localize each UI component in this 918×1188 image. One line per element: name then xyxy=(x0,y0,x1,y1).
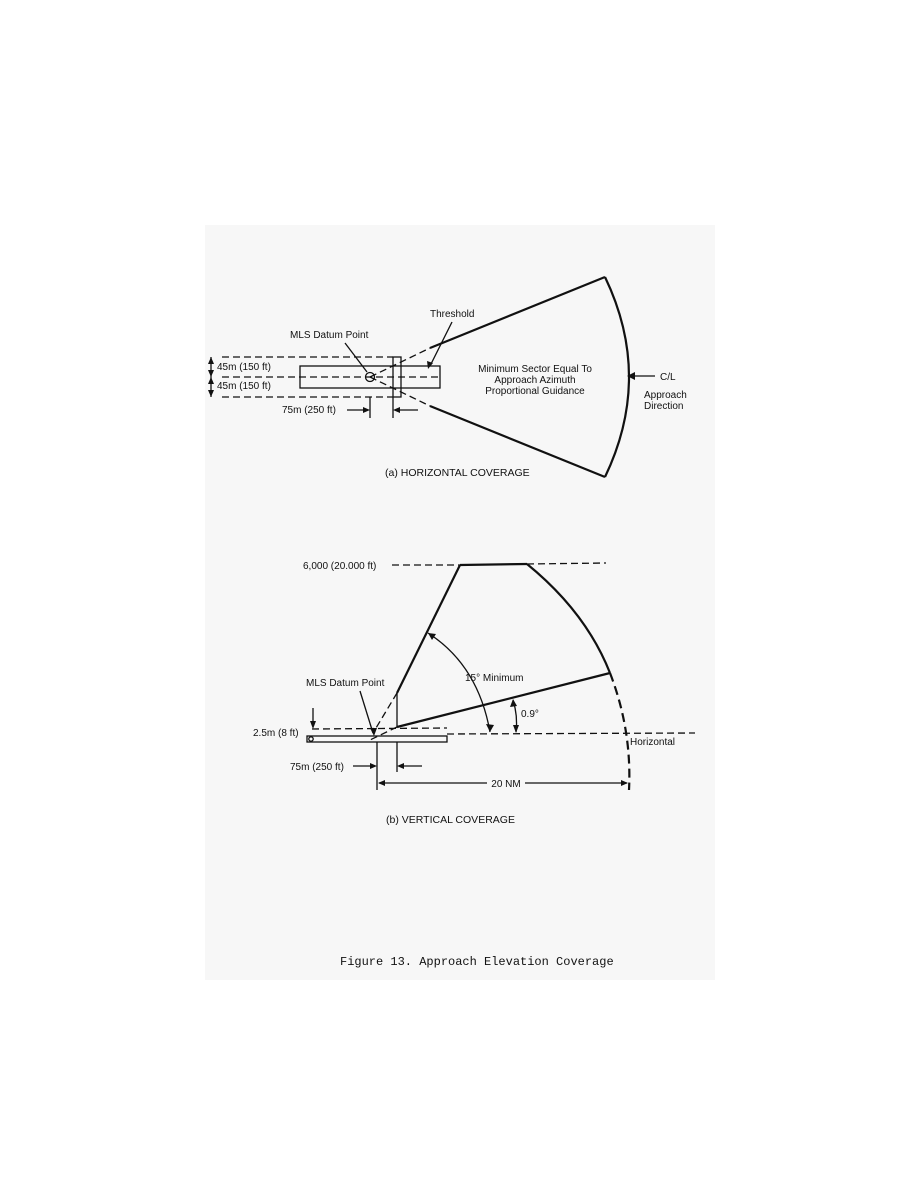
coverage-ceiling-edge xyxy=(460,564,527,565)
offset-label-vertical: 75m (250 ft) xyxy=(290,762,344,773)
min-angle-arrow-bottom xyxy=(486,724,494,732)
vertical-coverage-diagram xyxy=(253,561,695,826)
height-dashed-line xyxy=(312,728,447,729)
range-dim-arrow-right xyxy=(621,780,628,786)
width-dim-arrow-mid-down xyxy=(208,377,214,384)
cl-label: C/L xyxy=(660,372,676,383)
sector-description-line2: Approach Azimuth xyxy=(494,375,576,386)
elev-angle-arrow-top xyxy=(510,699,517,707)
horizontal-label: Horizontal xyxy=(630,737,676,748)
sector-range-arc xyxy=(605,277,629,477)
width-dim-arrow-top xyxy=(208,357,214,364)
threshold-label: Threshold xyxy=(430,309,475,320)
min-angle-arrow-top xyxy=(428,633,436,640)
sector-lower-dashed-extension xyxy=(370,377,430,406)
datum-leader-line-vertical xyxy=(360,691,373,733)
range-dim-arrow-left xyxy=(378,780,385,786)
width-dim-arrow-bottom xyxy=(208,390,214,397)
height-dim-arrow xyxy=(310,721,316,729)
figure-caption: Figure 13. Approach Elevation Coverage xyxy=(340,955,614,969)
datum-label-horizontal: MLS Datum Point xyxy=(290,330,369,341)
offset-arrow-left-head xyxy=(363,407,370,413)
sector-description-line1: Minimum Sector Equal To xyxy=(478,364,592,375)
approach-direction-line1: Approach xyxy=(644,390,687,401)
coverage-upper-angle-edge xyxy=(397,565,460,693)
datum-leader-arrow-vertical xyxy=(370,728,377,736)
approach-direction-line2: Direction xyxy=(644,401,684,412)
horizontal-reference-line xyxy=(447,733,695,734)
coverage-range-arc-dashed xyxy=(610,673,629,790)
min-angle-label: 15° Minimum xyxy=(465,673,524,684)
vertical-offset-arrow-left-head xyxy=(370,763,377,769)
horizontal-coverage-diagram xyxy=(208,277,687,479)
height-label: 2.5m (8 ft) xyxy=(253,728,299,739)
range-label: 20 NM xyxy=(491,779,521,790)
vertical-offset-arrow-right-head xyxy=(397,763,404,769)
sector-description-line3: Proportional Guidance xyxy=(485,386,585,397)
offset-label-horizontal: 75m (250 ft) xyxy=(282,405,336,416)
width-upper-label: 45m (150 ft) xyxy=(217,362,271,373)
elev-angle-label: 0.9° xyxy=(521,709,539,720)
horizontal-coverage-caption: (a) HORIZONTAL COVERAGE xyxy=(385,467,530,479)
offset-arrow-right-head xyxy=(393,407,400,413)
vertical-coverage-caption: (b) VERTICAL COVERAGE xyxy=(386,814,515,826)
ceiling-dashed-right xyxy=(527,563,606,564)
width-dim-arrow-mid-up xyxy=(208,370,214,377)
ceiling-label: 6,000 (20.000 ft) xyxy=(303,561,377,572)
threshold-leader-line xyxy=(430,322,452,366)
elev-angle-arrow-bottom xyxy=(513,725,519,733)
datum-label-vertical: MLS Datum Point xyxy=(306,678,385,689)
width-lower-label: 45m (150 ft) xyxy=(217,381,271,392)
sector-upper-dashed-extension xyxy=(370,348,430,377)
runway-end-marker xyxy=(309,737,313,741)
coverage-range-arc-solid xyxy=(527,564,610,673)
upper-edge-dashed-extension xyxy=(373,693,397,733)
